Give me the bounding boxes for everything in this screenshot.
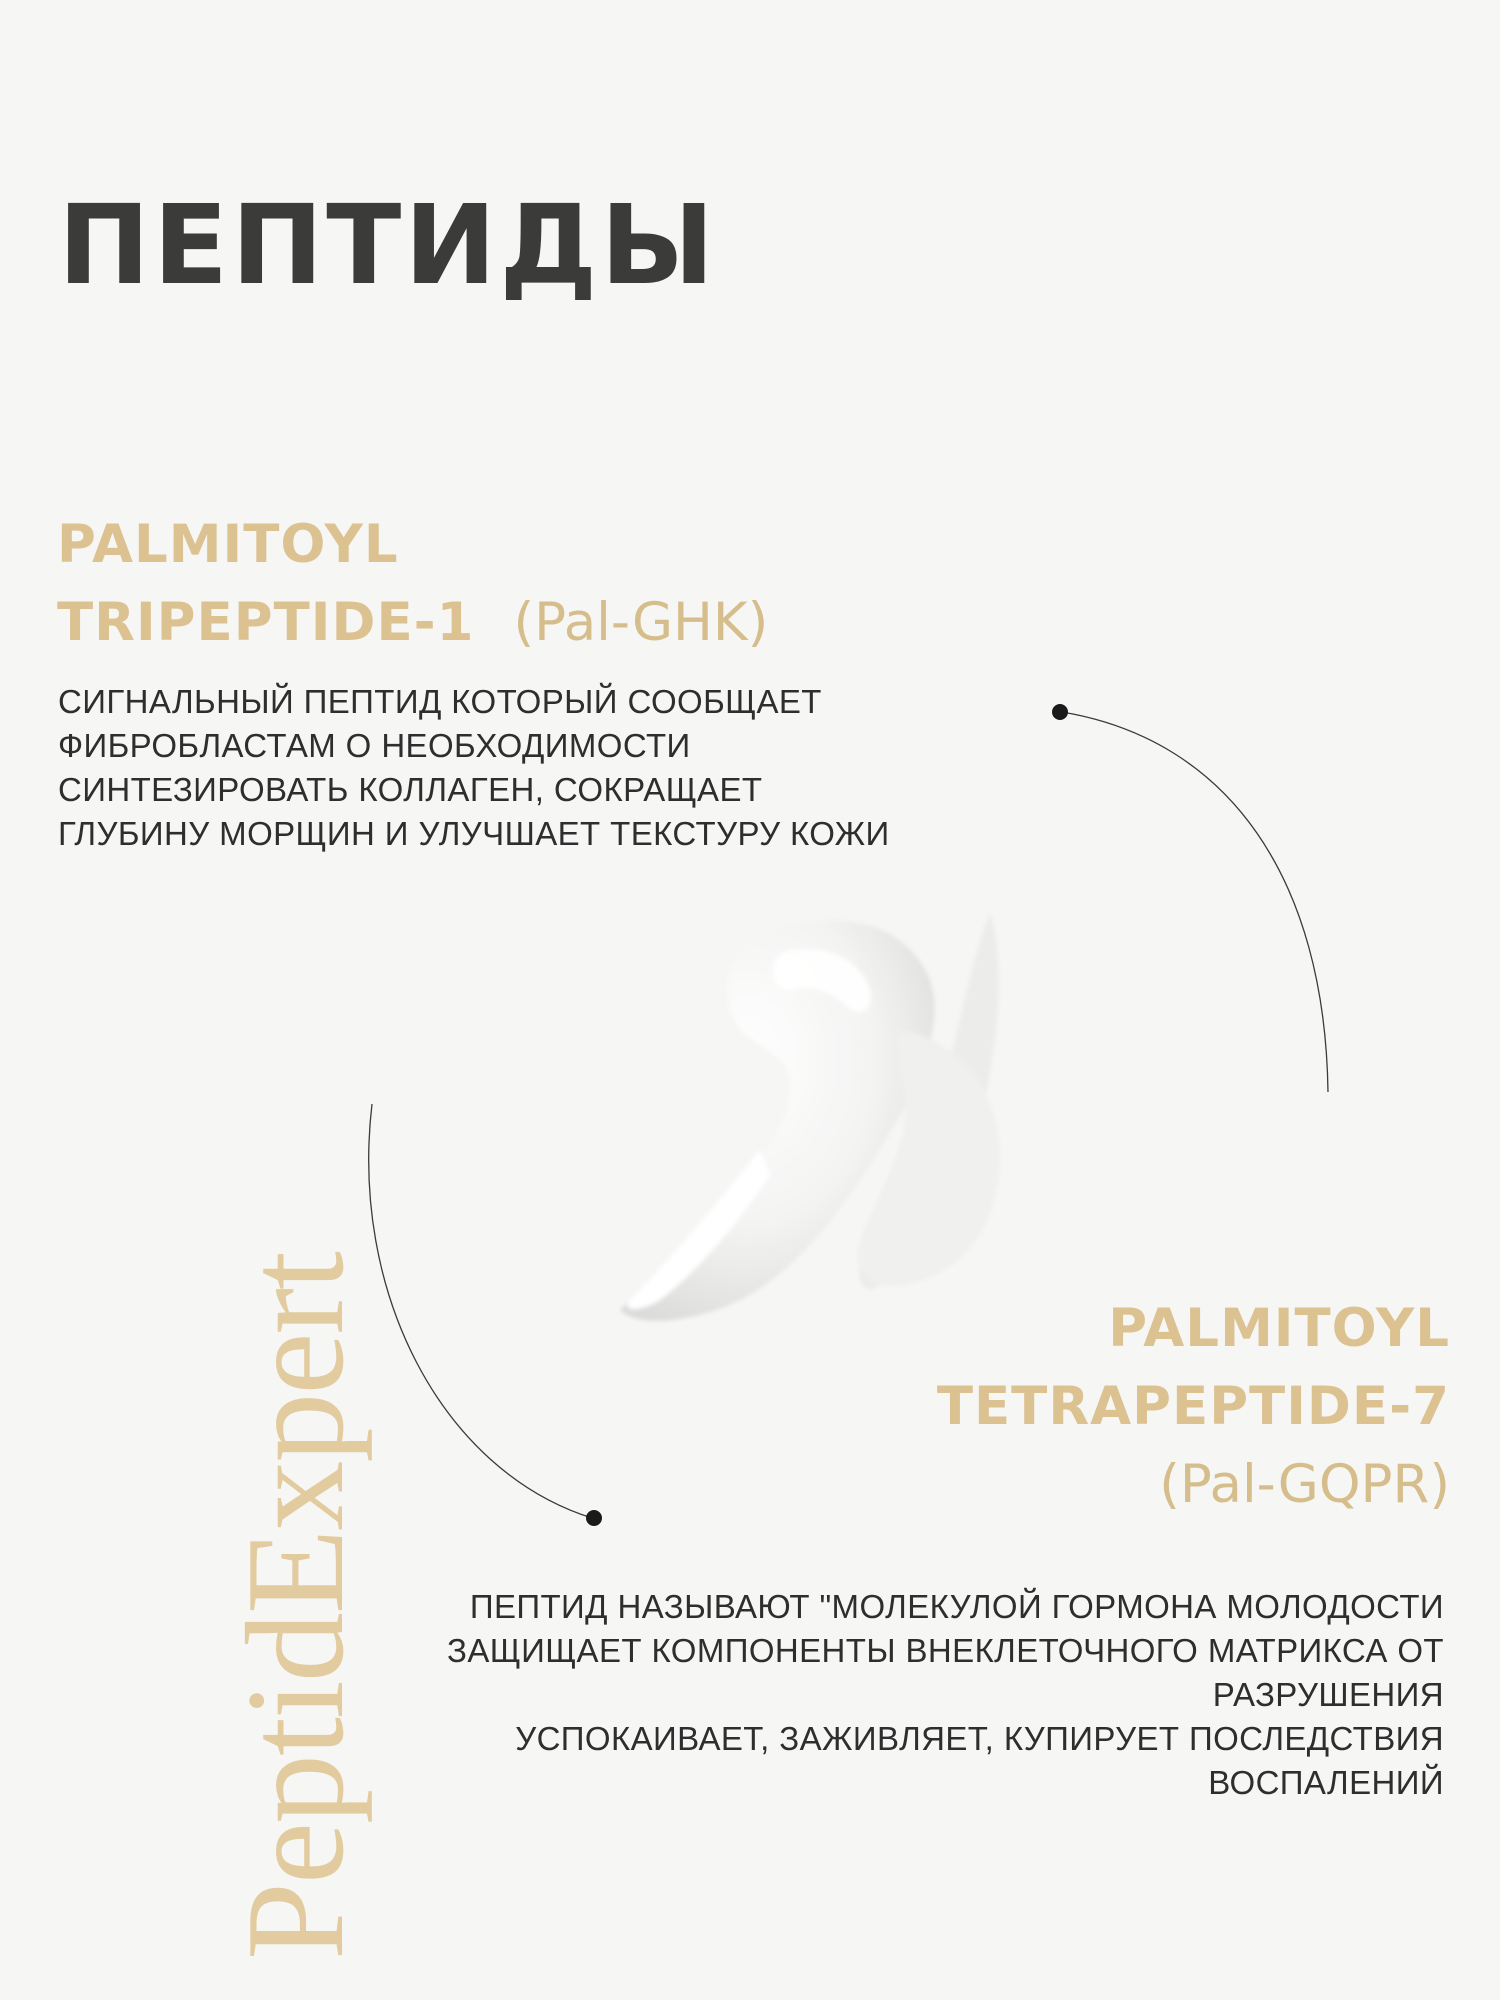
peptide1-abbreviation: (Pal-GHK)	[513, 592, 769, 653]
peptide2-description	[294, 1585, 1444, 1805]
peptide1-description-line: ГЛУБИНУ МОРЩИН И УЛУЧШАЕТ ТЕКСТУРУ КОЖИ	[58, 815, 890, 852]
peptide2-name-line1: PALMITOYL	[1108, 1298, 1450, 1359]
cream-swatch-image	[620, 912, 1000, 1321]
peptide2-name	[937, 1290, 1450, 1524]
peptide2-description-line: ВОСПАЛЕНИЙ	[1208, 1764, 1444, 1801]
brand-logo: PeptidExpert	[218, 1253, 373, 1960]
peptide2-description-line: УСПОКАИВАЕТ, ЗАЖИВЛЯЕТ, КУПИРУЕТ ПОСЛЕДСТВИЯ	[515, 1720, 1444, 1757]
connector-arc-bottom	[369, 1104, 592, 1518]
peptide2-name-line2: TETRAPEPTIDE-7	[936, 1376, 1450, 1437]
peptide1-description-line: ФИБРОБЛАСТАМ О НЕОБХОДИМОСТИ	[58, 727, 691, 764]
peptide2-abbreviation: (Pal-GQPR)	[1159, 1454, 1450, 1515]
peptide2-description-line: РАЗРУШЕНИЯ	[1212, 1676, 1444, 1713]
peptide1-description-line: СИНТЕЗИРОВАТЬ КОЛЛАГЕН, СОКРАЩАЕТ	[58, 771, 763, 808]
peptide1-description-line: СИГНАЛЬНЫЙ ПЕПТИД КОТОРЫЙ СООБЩАЕТ	[58, 683, 822, 720]
connector-dot-top	[1052, 704, 1068, 720]
peptide2-description-line: ПЕПТИД НАЗЫВАЮТ "МОЛЕКУЛОЙ ГОРМОНА МОЛОДОСТИ	[469, 1588, 1444, 1625]
connector-arc-top	[1062, 712, 1328, 1092]
peptide1-name-line2: TRIPEPTIDE-1	[57, 592, 475, 653]
peptide1-name	[57, 506, 768, 662]
peptide1-name-line1: PALMITOYL	[57, 514, 399, 575]
peptide2-description-line: ЗАЩИЩАЕТ КОМПОНЕНТЫ ВНЕКЛЕТОЧНОГО МАТРИКСА ОТ	[447, 1632, 1444, 1669]
peptide1-description	[58, 680, 1038, 856]
page-title: ПЕПТИДЫ	[58, 181, 718, 309]
connector-dot-bottom	[586, 1510, 602, 1526]
